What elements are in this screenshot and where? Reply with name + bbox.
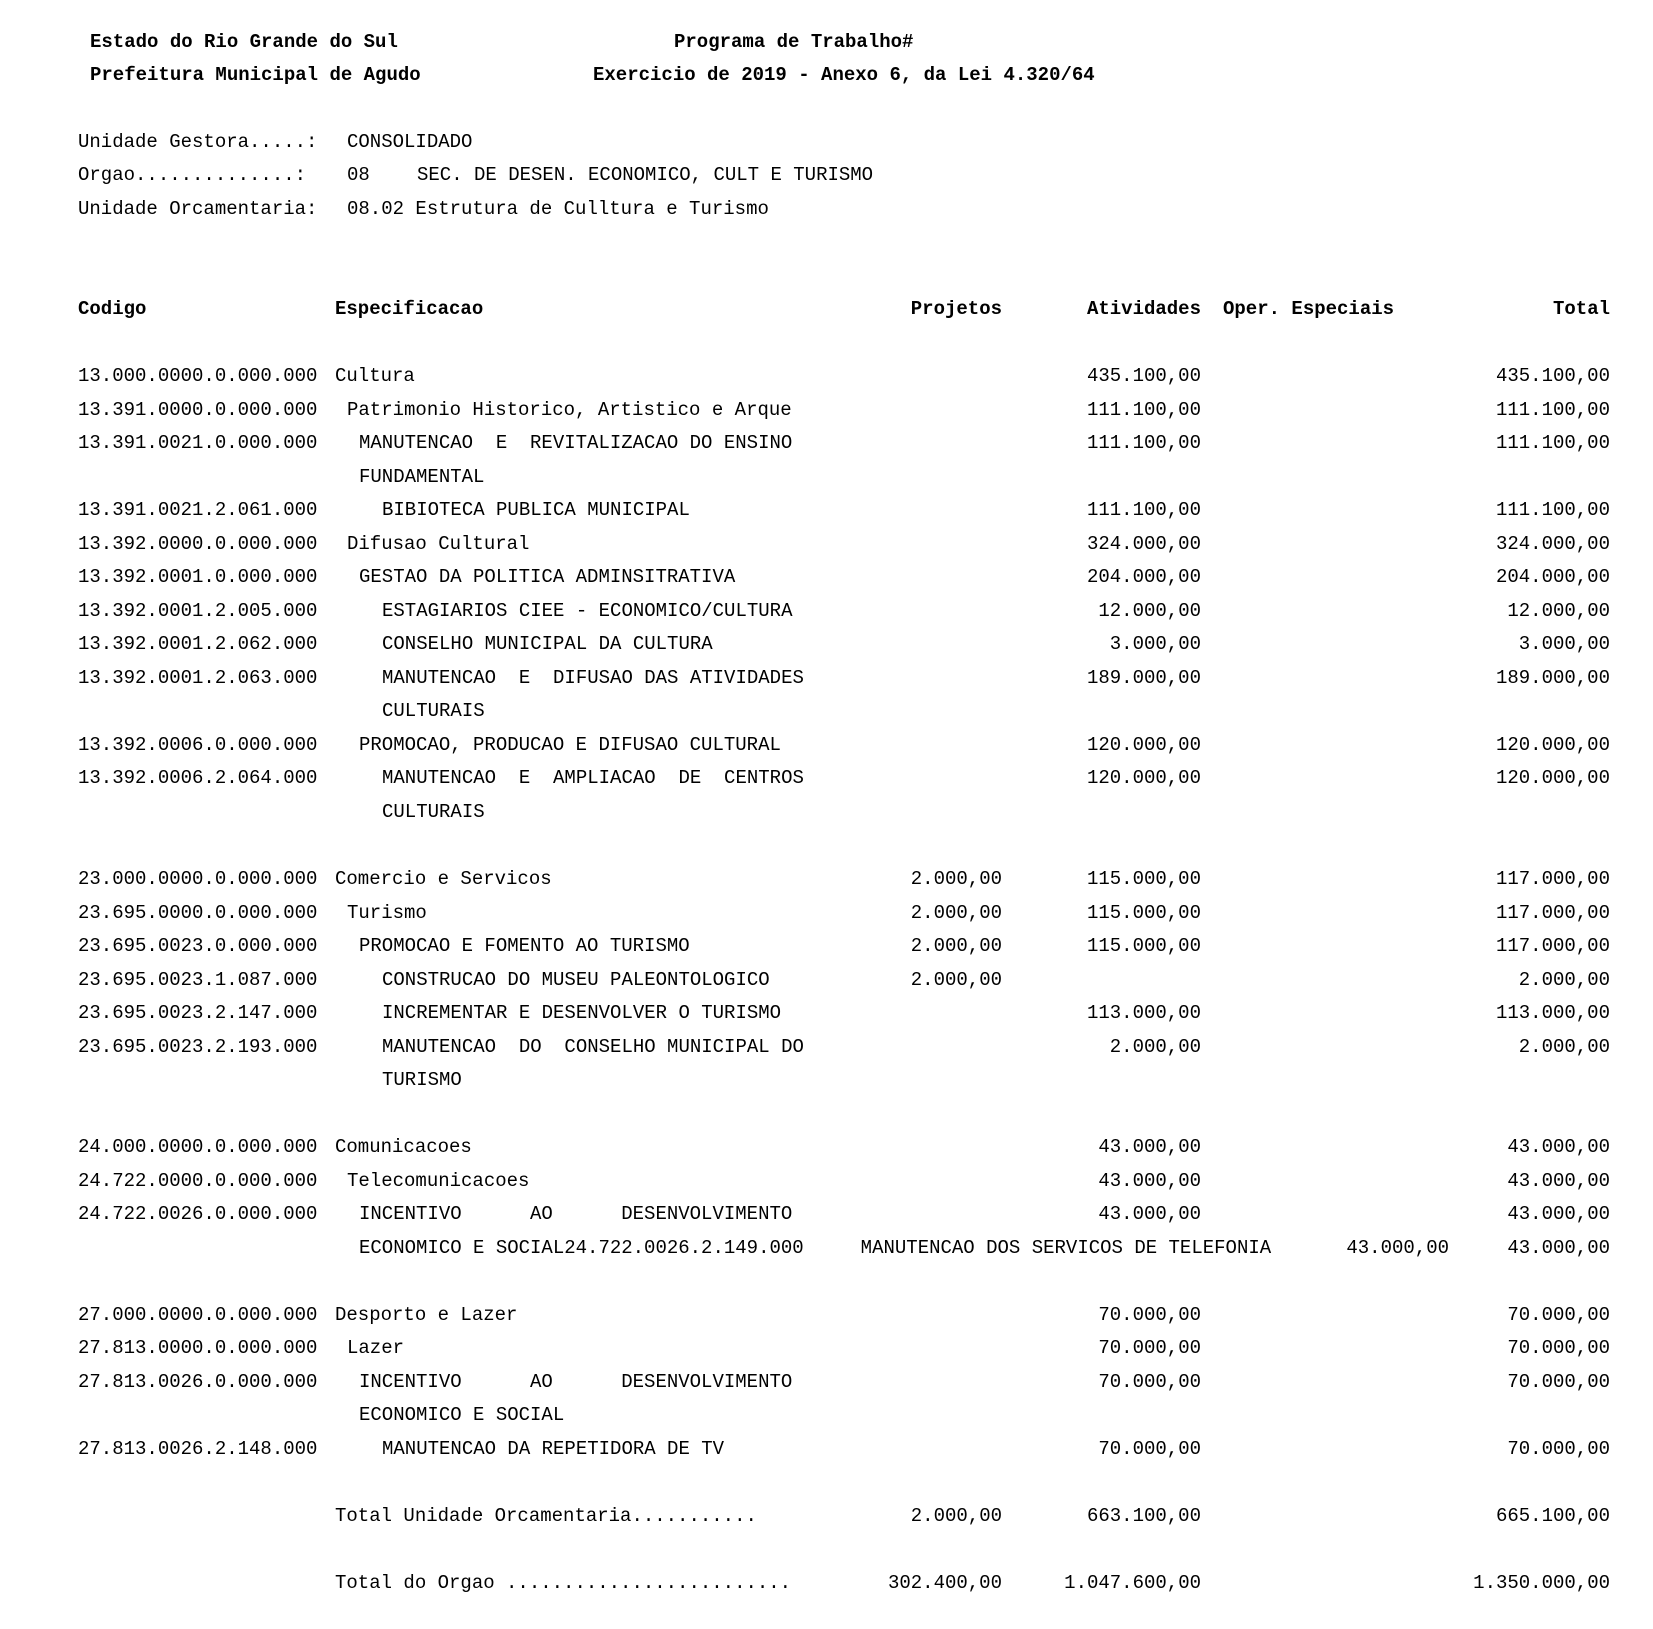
row-21-atividades: 70.000,00 <box>1098 1337 1201 1359</box>
row-1-spec: Patrimonio Historico, Artistico e Arque <box>347 399 792 421</box>
row-15-atividades: 113.000,00 <box>1086 1002 1201 1024</box>
row-22-spec-continued: ECONOMICO E SOCIAL <box>359 1404 565 1426</box>
row-18-codigo: 24.722.0000.0.000.000 <box>78 1170 318 1192</box>
row-22-atividades: 70.000,00 <box>1098 1371 1201 1393</box>
row-22-total: 70.000,00 <box>1507 1371 1610 1393</box>
row-17-total: 43.000,00 <box>1507 1136 1610 1158</box>
column-header-total: Total <box>1552 298 1610 320</box>
unidade-orcamentaria-label: Unidade Orcamentaria: <box>78 198 318 220</box>
total-orgao-projetos: 302.400,00 <box>887 1572 1002 1594</box>
row-9-codigo: 13.392.0006.0.000.000 <box>78 734 318 756</box>
row-14-projetos: 2.000,00 <box>910 969 1002 991</box>
orgao-name: SEC. DE DESEN. ECONOMICO, CULT E TURISMO <box>417 164 874 186</box>
row-8-total: 189.000,00 <box>1495 667 1610 689</box>
row-7-spec: CONSELHO MUNICIPAL DA CULTURA <box>382 633 713 655</box>
row-9-spec: PROMOCAO, PRODUCAO E DIFUSAO CULTURAL <box>359 734 781 756</box>
merged-row-text: ECONOMICO E SOCIAL24.722.0026.2.149.000 MANUTENCAO DOS SERVICOS DE TELEFONIA <box>359 1237 1272 1259</box>
row-16-codigo: 23.695.0023.2.193.000 <box>78 1036 318 1058</box>
row-4-atividades: 324.000,00 <box>1086 533 1201 555</box>
row-19-atividades: 43.000,00 <box>1098 1203 1201 1225</box>
row-0-atividades: 435.100,00 <box>1086 365 1201 387</box>
column-header-codigo: Codigo <box>78 298 147 320</box>
row-5-total: 204.000,00 <box>1495 566 1610 588</box>
row-22-spec: INCENTIVO AO DESENVOLVIMENTO <box>359 1371 793 1393</box>
total-unidade-total: 665.100,00 <box>1495 1505 1610 1527</box>
row-10-total: 120.000,00 <box>1495 767 1610 789</box>
row-16-spec: MANUTENCAO DO CONSELHO MUNICIPAL DO <box>382 1036 804 1058</box>
row-16-total: 2.000,00 <box>1518 1036 1610 1058</box>
row-10-atividades: 120.000,00 <box>1086 767 1201 789</box>
row-10-spec: MANUTENCAO E AMPLIACAO DE CENTROS <box>382 767 804 789</box>
row-3-atividades: 111.100,00 <box>1086 499 1201 521</box>
orgao-label: Orgao..............: <box>78 164 307 186</box>
merged-row-total: 43.000,00 <box>1507 1237 1610 1259</box>
exercise-title: Exercicio de 2019 - Anexo 6, da Lei 4.320/64 <box>593 64 1095 86</box>
row-1-total: 111.100,00 <box>1495 399 1610 421</box>
merged-row-oper-especiais: 43.000,00 <box>1346 1237 1449 1259</box>
row-0-spec: Cultura <box>335 365 415 387</box>
row-11-spec: Comercio e Servicos <box>335 868 552 890</box>
program-title: Programa de Trabalho# <box>674 31 914 53</box>
row-7-codigo: 13.392.0001.2.062.000 <box>78 633 318 655</box>
row-2-codigo: 13.391.0021.0.000.000 <box>78 432 318 454</box>
row-21-total: 70.000,00 <box>1507 1337 1610 1359</box>
row-21-spec: Lazer <box>347 1337 405 1359</box>
row-4-codigo: 13.392.0000.0.000.000 <box>78 533 318 555</box>
row-8-spec-continued: CULTURAIS <box>382 700 485 722</box>
total-unidade-projetos: 2.000,00 <box>910 1505 1002 1527</box>
row-16-atividades: 2.000,00 <box>1109 1036 1201 1058</box>
row-13-atividades: 115.000,00 <box>1086 935 1201 957</box>
row-5-codigo: 13.392.0001.0.000.000 <box>78 566 318 588</box>
row-12-projetos: 2.000,00 <box>910 902 1002 924</box>
row-11-projetos: 2.000,00 <box>910 868 1002 890</box>
row-23-total: 70.000,00 <box>1507 1438 1610 1460</box>
column-header-especificacao: Especificacao <box>335 298 484 320</box>
row-7-total: 3.000,00 <box>1518 633 1610 655</box>
state-title: Estado do Rio Grande do Sul <box>90 31 398 53</box>
row-18-total: 43.000,00 <box>1507 1170 1610 1192</box>
row-0-total: 435.100,00 <box>1495 365 1610 387</box>
row-23-atividades: 70.000,00 <box>1098 1438 1201 1460</box>
orgao-code: 08 <box>347 164 370 186</box>
row-4-spec: Difusao Cultural <box>347 533 530 555</box>
row-13-codigo: 23.695.0023.0.000.000 <box>78 935 318 957</box>
row-3-spec: BIBIOTECA PUBLICA MUNICIPAL <box>382 499 690 521</box>
row-8-atividades: 189.000,00 <box>1086 667 1201 689</box>
total-orgao-total: 1.350.000,00 <box>1473 1572 1610 1594</box>
column-header-oper-especiais: Oper. Especiais <box>1223 298 1395 320</box>
row-17-codigo: 24.000.0000.0.000.000 <box>78 1136 318 1158</box>
row-5-spec: GESTAO DA POLITICA ADMINSITRATIVA <box>359 566 736 588</box>
unidade-gestora-label: Unidade Gestora.....: <box>78 131 318 153</box>
total-unidade-atividades: 663.100,00 <box>1086 1505 1201 1527</box>
row-21-codigo: 27.813.0000.0.000.000 <box>78 1337 318 1359</box>
row-18-spec: Telecomunicacoes <box>347 1170 530 1192</box>
row-18-atividades: 43.000,00 <box>1098 1170 1201 1192</box>
row-2-total: 111.100,00 <box>1495 432 1610 454</box>
unidade-orcamentaria-value: 08.02 Estrutura de Culltura e Turismo <box>347 198 769 220</box>
row-10-codigo: 13.392.0006.2.064.000 <box>78 767 318 789</box>
row-6-total: 12.000,00 <box>1507 600 1610 622</box>
row-3-codigo: 13.391.0021.2.061.000 <box>78 499 318 521</box>
row-15-spec: INCREMENTAR E DESENVOLVER O TURISMO <box>382 1002 782 1024</box>
row-15-codigo: 23.695.0023.2.147.000 <box>78 1002 318 1024</box>
row-0-codigo: 13.000.0000.0.000.000 <box>78 365 318 387</box>
row-8-spec: MANUTENCAO E DIFUSAO DAS ATIVIDADES <box>382 667 804 689</box>
total-orgao-atividades: 1.047.600,00 <box>1064 1572 1201 1594</box>
row-9-total: 120.000,00 <box>1495 734 1610 756</box>
row-20-spec: Desporto e Lazer <box>335 1304 518 1326</box>
row-17-spec: Comunicacoes <box>335 1136 472 1158</box>
row-12-atividades: 115.000,00 <box>1086 902 1201 924</box>
municipality-title: Prefeitura Municipal de Agudo <box>90 64 421 86</box>
row-22-codigo: 27.813.0026.0.000.000 <box>78 1371 318 1393</box>
row-23-codigo: 27.813.0026.2.148.000 <box>78 1438 318 1460</box>
row-17-atividades: 43.000,00 <box>1098 1136 1201 1158</box>
row-7-atividades: 3.000,00 <box>1109 633 1201 655</box>
row-3-total: 111.100,00 <box>1495 499 1610 521</box>
row-12-codigo: 23.695.0000.0.000.000 <box>78 902 318 924</box>
row-2-atividades: 111.100,00 <box>1086 432 1201 454</box>
row-15-total: 113.000,00 <box>1495 1002 1610 1024</box>
row-1-codigo: 13.391.0000.0.000.000 <box>78 399 318 421</box>
row-6-atividades: 12.000,00 <box>1098 600 1201 622</box>
row-12-total: 117.000,00 <box>1495 902 1610 924</box>
row-2-spec: MANUTENCAO E REVITALIZACAO DO ENSINO <box>359 432 793 454</box>
row-14-total: 2.000,00 <box>1518 969 1610 991</box>
row-11-atividades: 115.000,00 <box>1086 868 1201 890</box>
row-6-spec: ESTAGIARIOS CIEE - ECONOMICO/CULTURA <box>382 600 793 622</box>
row-12-spec: Turismo <box>347 902 427 924</box>
row-10-spec-continued: CULTURAIS <box>382 801 485 823</box>
row-23-spec: MANUTENCAO DA REPETIDORA DE TV <box>382 1438 725 1460</box>
column-header-projetos: Projetos <box>910 298 1002 320</box>
row-13-projetos: 2.000,00 <box>910 935 1002 957</box>
row-5-atividades: 204.000,00 <box>1086 566 1201 588</box>
row-19-codigo: 24.722.0026.0.000.000 <box>78 1203 318 1225</box>
column-header-atividades: Atividades <box>1086 298 1201 320</box>
row-11-total: 117.000,00 <box>1495 868 1610 890</box>
row-1-atividades: 111.100,00 <box>1086 399 1201 421</box>
row-16-spec-continued: TURISMO <box>382 1069 462 1091</box>
row-11-codigo: 23.000.0000.0.000.000 <box>78 868 318 890</box>
total-orgao-label: Total do Orgao ......................... <box>335 1572 792 1594</box>
row-13-spec: PROMOCAO E FOMENTO AO TURISMO <box>359 935 690 957</box>
row-19-total: 43.000,00 <box>1507 1203 1610 1225</box>
row-2-spec-continued: FUNDAMENTAL <box>359 466 485 488</box>
row-9-atividades: 120.000,00 <box>1086 734 1201 756</box>
row-19-spec: INCENTIVO AO DESENVOLVIMENTO <box>359 1203 793 1225</box>
row-14-codigo: 23.695.0023.1.087.000 <box>78 969 318 991</box>
row-20-atividades: 70.000,00 <box>1098 1304 1201 1326</box>
row-14-spec: CONSTRUCAO DO MUSEU PALEONTOLOGICO <box>382 969 770 991</box>
row-8-codigo: 13.392.0001.2.063.000 <box>78 667 318 689</box>
row-20-total: 70.000,00 <box>1507 1304 1610 1326</box>
row-20-codigo: 27.000.0000.0.000.000 <box>78 1304 318 1326</box>
unidade-gestora-value: CONSOLIDADO <box>347 131 473 153</box>
row-13-total: 117.000,00 <box>1495 935 1610 957</box>
total-unidade-label: Total Unidade Orcamentaria........... <box>335 1505 757 1527</box>
row-4-total: 324.000,00 <box>1495 533 1610 555</box>
row-6-codigo: 13.392.0001.2.005.000 <box>78 600 318 622</box>
